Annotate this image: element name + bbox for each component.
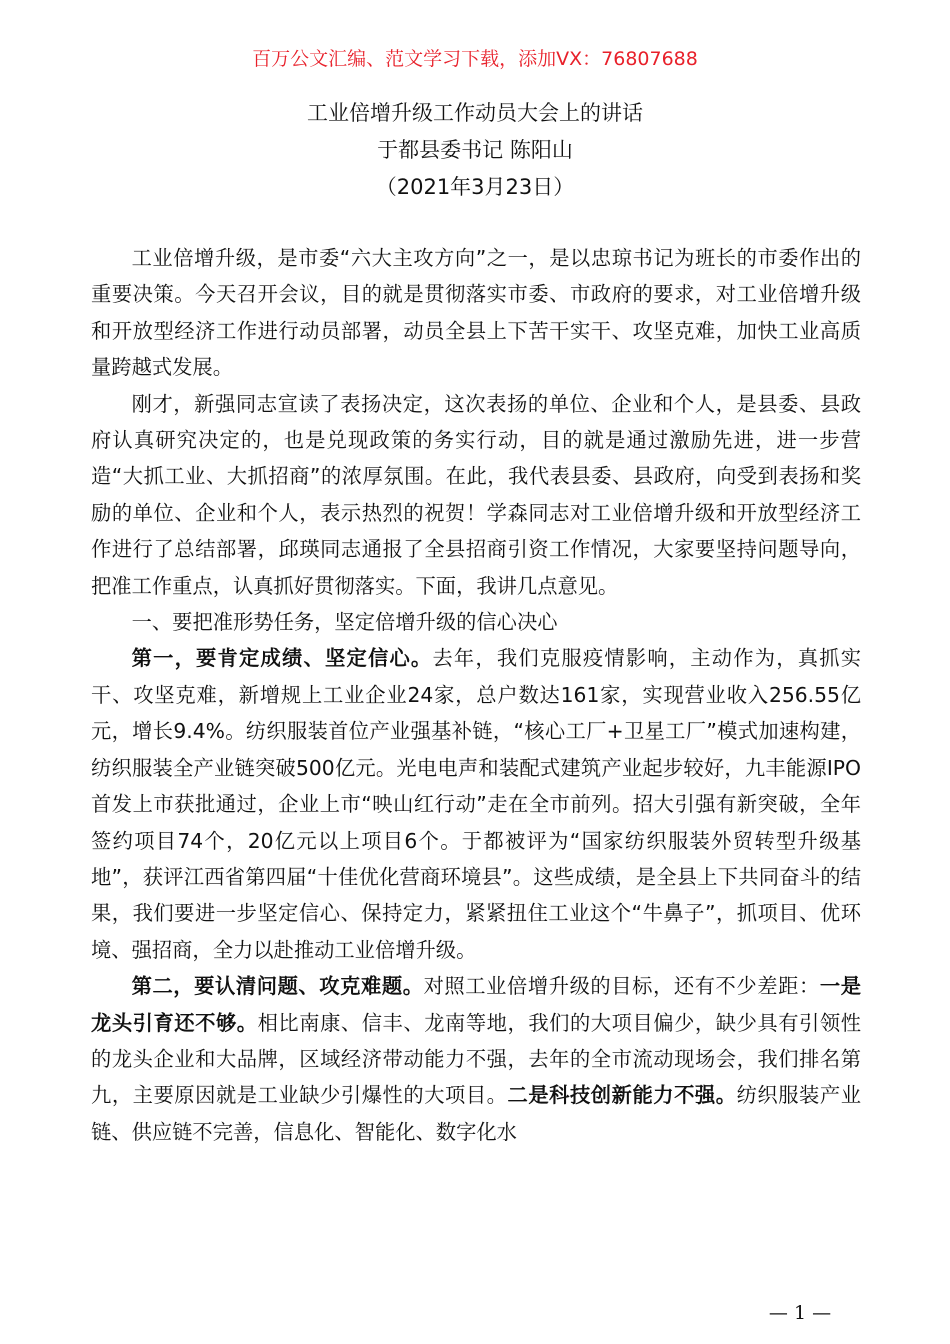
- speech-date: （2021年3月23日）: [375, 175, 575, 199]
- issue-two-text: 纺织服装产业链、供应链不完善，信息化、智能化、数字化水: [91, 1083, 861, 1144]
- document-body: [91, 240, 861, 1150]
- section-heading: 一、要把准形势任务，坚定倍增升级的信心决心: [131, 610, 558, 635]
- issue-two-lead: 二是科技创新能力不强。: [507, 1083, 737, 1108]
- paragraph-intro: 工业倍增升级，是市委“六大主攻方向”之一，是以忠琼书记为班长的市委作出的重要决策。今天召开会议，目的就是贯彻落实市委、市政府的要求，对工业倍增升级和开放型经济工作进行动员部署，动员全县上下苦干实干、攻坚克难，加快工业高质量跨越式发展。: [91, 246, 861, 380]
- page-number: — 1 —: [768, 1302, 832, 1324]
- issue-one-text: 相比南康、信丰、龙南等地，我们的大项目偏少，缺少具有引领性的龙头企业和大品牌，区域经济带动能力不强，去年的全市流动现场会，我们排名第九，主要原因就是工业缺少引爆性的大项目。: [91, 1010, 861, 1108]
- speech-title: 工业倍增升级工作动员大会上的讲话: [307, 101, 643, 125]
- watermark-banner: 百万公文汇编、范文学习下载，添加VX：76807688: [252, 48, 698, 70]
- issue-one-lead: 一是龙头引育还不够。: [91, 974, 861, 1035]
- second-point-lead: 第二，要认清问题、攻克难题。: [131, 974, 424, 999]
- second-point-text: 对照工业倍增升级的目标，还有不少差距：: [423, 974, 820, 999]
- paragraph-context: 刚才，新强同志宣读了表扬决定，这次表扬的单位、企业和个人，是县委、县政府认真研究决定的，也是兑现政策的务实行动，目的就是通过激励先进，进一步营造“大抓工业、大抓招商”的浓厚氛围。在此，我代表县委、县政府，向受到表扬和奖励的单位、企业和个人，表示热烈的祝贺！学森同志对工业倍增升级和开放型经济工作进行了总结部署，邱瑛同志通报了全县招商引资工作情况，大家要坚持问题导向，把准工作重点，认真抓好贯彻落实。下面，我讲几点意见。: [91, 391, 861, 598]
- paragraph-first-point: [91, 640, 861, 968]
- first-point-lead: 第一，要肯定成绩、坚定信心。: [131, 646, 433, 671]
- paragraph-second-point: [91, 968, 861, 1150]
- first-point-text: 去年，我们克服疫情影响，主动作为，真抓实干、攻坚克难，新增规上工业企业24家，总户数达161家，实现营业收入256.55亿元，增长9.4%。纺织服装首位产业强基补链，“核心工厂+卫星工厂”模式加速构建，纺织服装全产业链突破500亿元。光电电声和装配式建筑产业起步较好，九丰能源IPO首发上市获批通过，企业上市“映山红行动”走在全市前列。招大引强有新突破，全年签约项目74个，20亿元以上项目6个。于都被评为“国家纺织服装外贸转型升级基地”，获评江西省第四届“十佳优化营商环境县”。这些成绩，是全县上下共同奋斗的结果，我们要进一步坚定信心、保持定力，紧紧扭住工业这个“牛鼻子”，抓项目、优环境、强招商，全力以赴推动工业倍增升级。: [91, 646, 861, 962]
- speaker-line: 于都县委书记 陈阳山: [377, 138, 573, 162]
